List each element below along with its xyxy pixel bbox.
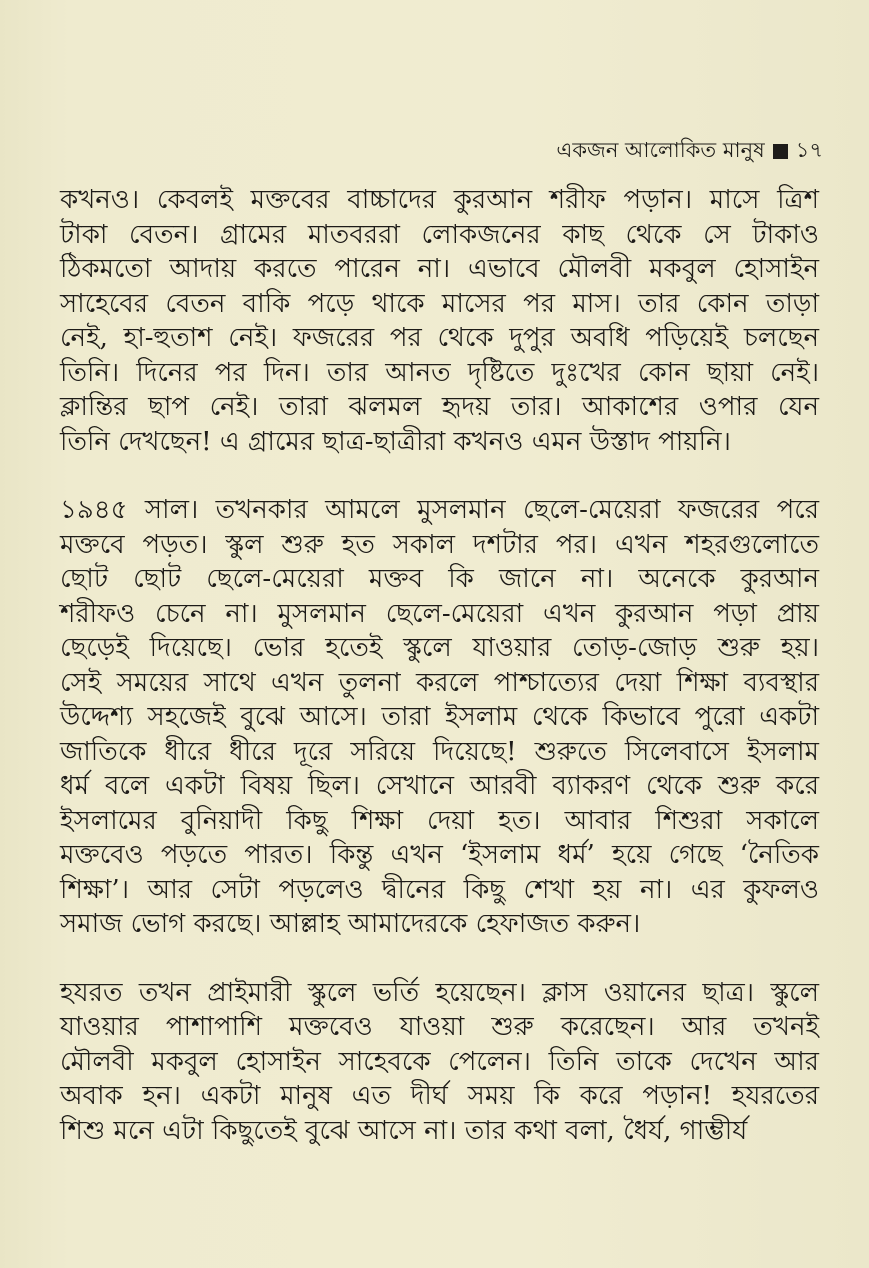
text-line: সমাজ ভোগ করছে। আল্লাহ আমাদেরকে হেফাজত করুন। [60, 909, 641, 939]
text-line: ছেড়েই দিয়েছে। ভোর হতেই স্কুলে যাওয়ার তোড়-জোড় শুরু হয়। [60, 633, 819, 663]
text-line: শরীফও চেনে না। মুসলমান ছেলে-মেয়েরা এখন কুরআন পড়া প্রায় [60, 598, 819, 629]
text-line: নেই, হা-হুতাশ নেই। ফজরের পর থেকে দুপুর অবধি পড়িয়েই চলছেন [60, 323, 819, 353]
text-line: তিনি দেখছেন! এ গ্রামের ছাত্র-ছাত্রীরা কখনও এমন উস্তাদ পায়নি। [60, 426, 731, 457]
text-line: ইসলামের বুনিয়াদী কিছু শিক্ষা দেয়া হত। আবার শিশুরা সকালে [60, 805, 819, 836]
page-number: ১৭ [795, 138, 823, 162]
paragraph-1 [60, 183, 819, 459]
text-line: উদ্দেশ্য সহজেই বুঝে আসে। তারা ইসলাম থেকে কিভাবে পুরো একটা [60, 702, 819, 732]
text-line: হযরত তখন প্রাইমারী স্কুলে ভর্তি হয়েছেন। ক্লাস ওয়ানের ছাত্র। স্কুলে [60, 977, 819, 1008]
text-line: ছোট ছোট ছেলে-মেয়েরা মক্তব কি জানে না। অনেকে কুরআন [60, 564, 819, 594]
text-line: যাওয়ার পাশাপাশি মক্তবেও যাওয়া শুরু করেছেন। আর তখনই [60, 1012, 819, 1042]
text-line: মক্তবে পড়ত। স্কুল শুরু হত সকাল দশটার পর। এখন শহরগুলোতে [60, 529, 819, 560]
text-line: মৌলবী মকবুল হোসাইন সাহেবকে পেলেন। তিনি তাকে দেখেন আর [60, 1046, 819, 1077]
text-line: ক্লান্তির ছাপ নেই। তারা ঝলমল হৃদয় তার। আকাশের ওপার যেন [60, 392, 819, 422]
paragraph-2 [60, 493, 819, 942]
text-line: টাকা বেতন। গ্রামের মাতবররা লোকজনের কাছ থেকে সে টাকাও [60, 219, 819, 250]
paragraph-3 [60, 976, 819, 1149]
running-header [556, 134, 823, 169]
text-line: তিনি। দিনের পর দিন। তার আনত দৃষ্টিতে দুঃখের কোন ছায়া নেই। [60, 357, 819, 388]
text-line: সাহেবের বেতন বাকি পড়ে থাকে মাসের পর মাস। তার কোন তাড়া [60, 288, 819, 319]
text-line: অবাক হন। একটা মানুষ এত দীর্ঘ সময় কি করে পড়ান! হযরতের [60, 1081, 819, 1111]
text-line: শিক্ষা’। আর সেটা পড়লেও দ্বীনের কিছু শেখা হয় না। এর কুফলও [60, 874, 819, 905]
text-line: ঠিকমতো আদায় করতে পারেন না। এভাবে মৌলবী মকবুল হোসাইন [60, 254, 819, 284]
text-line: ১৯৪৫ সাল। তখনকার আমলে মুসলমান ছেলে-মেয়েরা ফজরের পরে [60, 495, 819, 525]
text-line: ধর্ম বলে একটা বিষয় ছিল। সেখানে আরবী ব্যাকরণ থেকে শুরু করে [60, 771, 819, 801]
text-line: সেই সময়ের সাথে এখন তুলনা করলে পাশ্চাত্যের দেয়া শিক্ষা ব্যবস্থার [60, 667, 819, 698]
square-bullet-icon [773, 144, 788, 159]
text-line: মক্তবেও পড়তে পারত। কিন্তু এখন ‘ইসলাম ধর্ম’ হয়ে গেছে ‘নৈতিক [60, 840, 819, 870]
text-line: জাতিকে ধীরে ধীরে দূরে সরিয়ে দিয়েছে! শুরুতে সিলেবাসে ইসলাম [60, 736, 819, 767]
text-line: কখনও। কেবলই মক্তবের বাচ্চাদের কুরআন শরীফ পড়ান। মাসে ত্রিশ [60, 185, 819, 215]
running-title: একজন আলোকিত মানুষ [556, 138, 765, 162]
page-body [60, 183, 819, 1182]
text-line: শিশু মনে এটা কিছুতেই বুঝে আসে না। তার কথা বলা, ধৈর্য, গাম্ভীর্য [60, 1115, 748, 1146]
